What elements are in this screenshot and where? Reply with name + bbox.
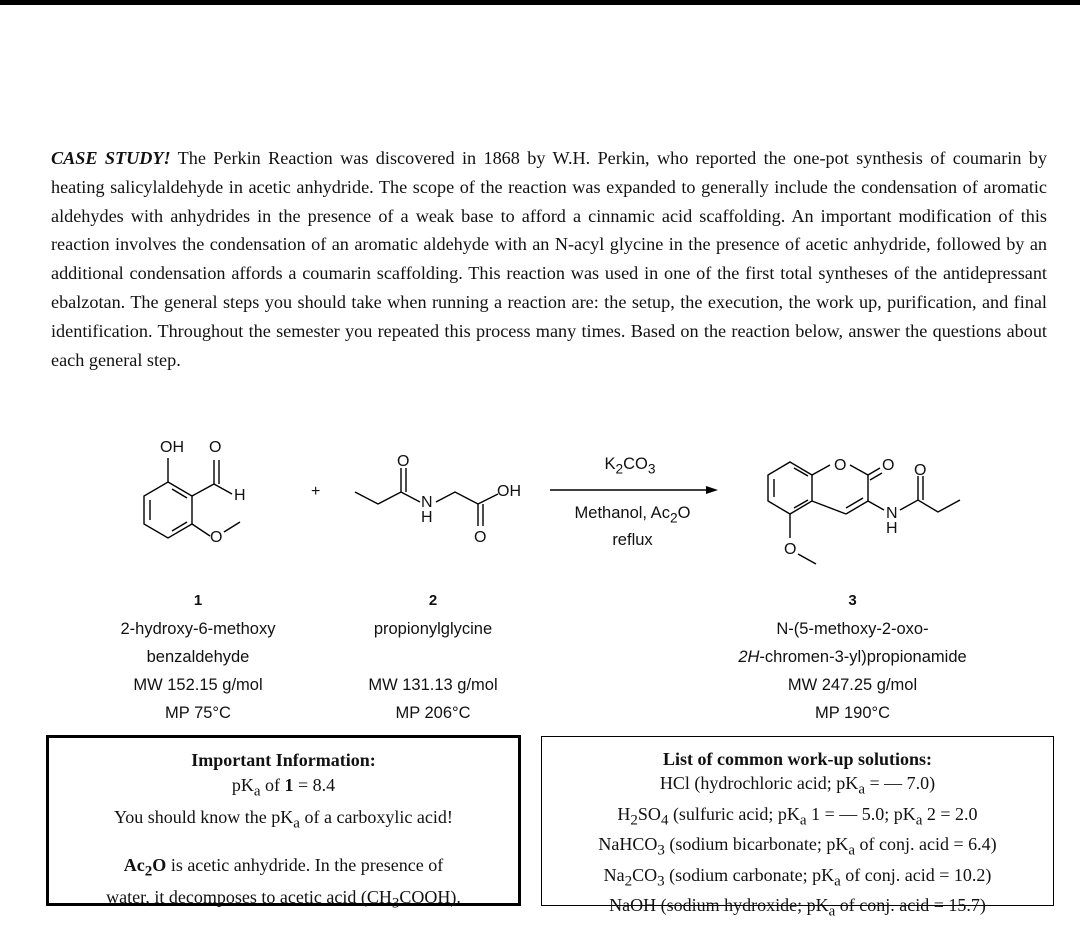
workup-box xyxy=(541,736,1054,920)
workup-title: List of common work-up solutions: xyxy=(662,749,933,769)
atom-o-5: O xyxy=(834,457,847,474)
compound-3-name-1: N-(5-methoxy-2-oxo- xyxy=(776,620,929,638)
atom-o-4: O xyxy=(474,529,487,546)
compound-3-mp: MP 190°C xyxy=(814,704,891,722)
atom-h-3: H xyxy=(886,520,898,537)
atom-o-3: O xyxy=(397,453,410,470)
important-pka-line: $pK_a$ of 1 = 8.4 xyxy=(231,775,336,800)
workup-hcl: HCl (hydrochloric acid; $pK_a$ = — 7.0) xyxy=(659,773,936,798)
important-title: Important Information: xyxy=(191,750,376,770)
plus-sign: + xyxy=(311,483,321,500)
solvent-label: Methanol, $Ac_2O$ xyxy=(574,504,691,526)
atom-n-2: N xyxy=(421,494,433,511)
compound-3-structure xyxy=(768,462,960,564)
compound-1-label xyxy=(88,587,308,727)
workup-nahco3: NaHCO$_3$ (sodium bicarbonate; $pK_a$ of conj. acid = 6.4) xyxy=(598,834,997,859)
atom-oh-1: OH xyxy=(160,439,184,456)
case-study-text: The Perkin Reaction was discovered in 1868 by W.H. Perkin, who reported the one-pot synthesis of coumarin by heating salicylaldehyde in acetic anhydride. The scope of the reaction was expanded to generally include the condensation of aromatic aldehydes with anhydrides in the presence of a weak base to afford a cinnamic acid scaffolding. An important modification of this reaction involves the condensation of an aromatic aldehyde with an N-acyl glycine in the presence of acetic anhydride, followed by an additional condensation affords a coumarin scaffolding. This reaction was used in one of the first total syntheses of the antidepressant ebalzotan. The general steps you should take when running a reaction are: the setup, the execution, the work up, purification, and final identification. Throughout the semester you repeated this process many times. Based on the reaction below, answer the questions about each general step. xyxy=(51,148,1047,370)
compound-2-mw: MW 131.13 g/mol xyxy=(368,676,498,694)
atom-h-2: H xyxy=(421,509,433,526)
compound-2-label xyxy=(333,587,533,727)
atom-o-2: O xyxy=(210,529,223,546)
atom-o-7: O xyxy=(914,462,927,479)
compound-1-structure xyxy=(144,458,240,538)
atom-oh-2: OH xyxy=(497,483,521,500)
compound-2-mp: MP 206°C xyxy=(395,704,471,722)
important-know-line: You should know the $pK_a$ of a carboxylic acid! xyxy=(114,806,453,832)
arrow-head xyxy=(706,486,718,494)
compound-3-number: 3 xyxy=(848,592,857,609)
workup-naoh: NaOH (sodium hydroxide; $pK_a$ of conj. acid = 15.7) xyxy=(609,895,986,920)
important-info-box xyxy=(46,735,521,912)
atom-o-8: O xyxy=(784,541,797,558)
condition-label: reflux xyxy=(612,531,653,550)
atom-h-1: H xyxy=(234,487,246,504)
important-water-line: water, it decomposes to acetic acid $(CH_3COOH)$. xyxy=(106,886,461,912)
atom-n-3: N xyxy=(886,505,898,522)
compound-1-name-2: benzaldehyde xyxy=(146,648,250,666)
compound-3-mw: MW 247.25 g/mol xyxy=(787,676,918,694)
atom-o-1: O xyxy=(209,439,222,456)
workup-h2so4: $H_2SO_4$ (sulfuric acid; $pK_a$ 1 = — 5.0; $pK_a$ 2 = 2.0 xyxy=(617,803,978,829)
compound-2-name-1: propionylglycine xyxy=(373,620,493,638)
compound-1-number: 1 xyxy=(193,592,203,609)
compound-1-mw: MW 152.15 g/mol xyxy=(133,676,263,694)
compound-2-number: 2 xyxy=(428,592,438,609)
compound-1-mp: MP 75°C xyxy=(165,704,231,722)
conditions-label xyxy=(545,502,720,551)
compound-3-label xyxy=(700,587,1005,727)
workup-na2co3: $Na_2CO_3$ (sodium carbonate; $pK_a$ of conj. acid = 10.2) xyxy=(603,864,992,890)
compound-1-name-1: 2-hydroxy-6-methoxy xyxy=(120,620,276,638)
compound-3-name-2: 2H-chromen-3-yl)propionamide xyxy=(738,648,967,666)
atom-o-6: O xyxy=(882,457,895,474)
important-ac2o-line: $Ac_2O$ is acetic anhydride. In the presence of xyxy=(123,855,444,880)
reagent-label: $K_2CO_3$ xyxy=(604,455,656,477)
case-study-lead: CASE STUDY! xyxy=(51,148,171,168)
